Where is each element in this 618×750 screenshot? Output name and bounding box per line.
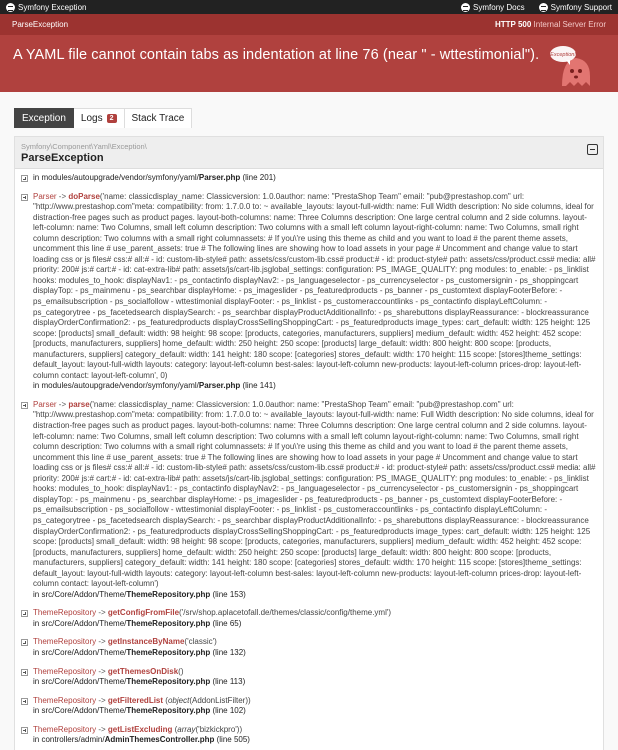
expand-frame-icon[interactable] [21, 698, 28, 705]
file-name: Parser.php [198, 173, 241, 182]
trace-location [33, 173, 597, 184]
line-number: (line 113) [210, 677, 246, 687]
symfony-docs-label: Symfony Docs [473, 2, 525, 12]
expand-frame-icon[interactable] [21, 175, 28, 182]
in-prefix: in [33, 706, 42, 716]
call-argument-type: array [177, 724, 196, 734]
call-function: getListExcluding [107, 724, 173, 734]
brand-label: Symfony Exception [18, 2, 87, 12]
call-function: getConfigFromFile [107, 608, 180, 618]
in-prefix: in [33, 589, 42, 599]
trace-location [33, 735, 597, 746]
trace-location [33, 590, 597, 601]
call-arrow: -> [96, 724, 108, 734]
trace-call [33, 400, 597, 590]
trace-location [33, 381, 597, 392]
file-path: modules/autoupgrade/vendor/symfony/yaml/ [41, 381, 199, 391]
in-prefix: in [33, 647, 42, 657]
symfony-logo-icon [461, 3, 470, 12]
call-class: ThemeRepository [33, 695, 97, 705]
file-name: Parser.php [198, 381, 241, 391]
exception-message: A YAML file cannot contain tabs as indentation at line 76 (near " - wttestimonial"). [13, 47, 540, 63]
tab-logs-label: Logs [80, 113, 103, 124]
tab-bar [14, 108, 618, 128]
tab-exception-label: Exception [22, 113, 66, 124]
call-argument-type: object [167, 695, 190, 705]
expand-frame-icon[interactable] [21, 727, 28, 734]
exception-namespace: Symfony\Component\Yaml\Exception\ [21, 142, 147, 151]
line-number: (line 102) [210, 706, 246, 716]
exception-panel [14, 136, 604, 750]
call-arrow: -> [56, 191, 69, 201]
exception-header [0, 14, 618, 92]
call-function: parse [68, 399, 90, 409]
brand [6, 3, 461, 12]
call-arrow: -> [56, 399, 69, 409]
call-arguments: ('/srv/shop.aplacetofall.de/themes/classic/config/theme.yml') [179, 608, 392, 618]
call-function: getInstanceByName [107, 637, 185, 647]
call-arguments-open: ( [174, 724, 178, 734]
file-path: src/Core/Addon/Theme/ [41, 706, 127, 716]
in-prefix: in [33, 677, 42, 687]
tab-exception[interactable] [14, 108, 74, 128]
call-function: doParse [68, 191, 100, 201]
in-prefix: in [33, 173, 42, 182]
ghost-label: Exception! [550, 52, 576, 58]
file-name: ThemeRepository.php [126, 706, 211, 716]
trace-call [33, 725, 597, 736]
expand-frame-icon[interactable] [21, 669, 28, 676]
trace-call [33, 696, 597, 707]
line-number: (line 505) [214, 735, 250, 745]
call-function: getThemesOnDisk [107, 666, 179, 676]
call-class: ThemeRepository [33, 637, 97, 647]
call-arguments-close: ('bizkickpro')) [195, 724, 243, 734]
exception-short-name: ParseException [12, 20, 69, 29]
trace-frame [21, 637, 597, 658]
in-prefix: in [33, 735, 42, 745]
call-arguments: ('name: classicdisplay_name: Classicversion: 1.0.0author: name: "PrestaShop Team" email: "pub@prestashop.com" url: "http://www.prestashop.com"meta: compatibility: from: 1.7.0.0 to: ~ available_layouts: layout-full-width: name: Full Width description: No side columns, ideal for distraction-free pages such as product pages. layout-both-columns: name: Three Columns description: One large central column and 2 side columns. layout-left-column: name: Two Columns, small left column description: Two columns with a small left column layout-right-column: name: Two Columns, small right column description: Two columns with a small right columnassets: # If you\'re using this theme as child and you want to load # the parent theme assets, uncomment this line # use_parent_assets: true # The following lines are showing how to load assets in your page # Uncomment and change value to start loading css or js files# css:# all:# - id: custom-lib-style# path: assets/css/custom-lib.css# product:# - id: product-style# path: assets/css/product.css# media: all# priority: 200# js:# cart:# - id: cat-extra-lib# path: assets/js/cart-lib.jsglobal_settings: configuration: PS_IMAGE_QUALITY: png modules: to_enable: - ps_linklist hooks: modules_to_hook: displayNav1: - ps_contactinfo displayNav2: - ps_languageselector - ps_currencyselector - ps_customersignin - ps_shoppingcart displayTop: - ps_mainmenu - ps_searchbar displayHome: - ps_imageslider - ps_featuredproducts - ps_banner - ps_customtext displayFooterBefore: - ps_emailsubscription - ps_socialfollow - wttestimonial displayFooter: - ps_linklist - ps_customeraccountlinks - ps_contactinfo displayLeftColumn: - ps_categorytree - ps_facetedsearch displaySearch: - ps_searchbar displayProductAdditionalInfo: - ps_sharebuttons displayReassurance: - blockreassurance displayOrderConfirmation2: - ps_featuredproducts displayCrossSellingShoppingCart: - ps_featuredproducts image_types: cart_default: width: 125 height: 125 scope: [products] small_default: width: 98 height: 98 scope: [products, categories, manufacturers, suppliers] medium_default: width: 452 height: 452 scope: [products, manufacturers, suppliers] home_default: width: 250 height: 250 scope: [products] large_default: width: 800 height: 800 scope: [products, manufacturers, suppliers] category_default: width: 141 height: 180 scope: [categories] stores_default: width: 170 height: 115 scope: [stores]theme_settings: default_layout: layout-full-width layouts: category: layout-left-column best-sales: layout-left-column new-products: layout-left-column prices-drop: layout-left-column contact: layout-left-column', 0) [33, 191, 596, 380]
call-class: Parser [33, 191, 57, 201]
call-arguments: ('name: classicdisplay_name: Classicversion: 1.0.0author: name: "PrestaShop Team" email: "pub@prestashop.com" url: "http://www.prestashop.com"meta: compatibility: from: 1.7.0.0 to: ~ available_layouts: layout-full-width: name: Full Width description: No side columns, ideal for distraction-free pages such as product pages. layout-both-columns: name: Three Columns description: One large central column and 2 side columns. layout-left-column: name: Two Columns, small left column description: Two columns with a small left column layout-right-column: name: Two Columns, small right column description: Two columns with a small right columnassets: # If you\'re using this theme as child and you want to load # the parent theme assets, uncomment this line # use_parent_assets: true # The following lines are showing how to load assets in your page # Uncomment and change value to start loading css or js files# css:# all:# - id: custom-lib-style# path: assets/css/custom-lib.css# product:# - id: product-style# path: assets/css/product.css# media: all# priority: 200# js:# cart:# - id: cat-extra-lib# path: assets/js/cart-lib.jsglobal_settings: configuration: PS_IMAGE_QUALITY: png modules: to_enable: - ps_linklist hooks: modules_to_hook: displayNav1: - ps_contactinfo displayNav2: - ps_languageselector - ps_currencyselector - ps_customersignin - ps_shoppingcart displayTop: - ps_mainmenu - ps_searchbar displayHome: - ps_imageslider - ps_featuredproducts - ps_banner - ps_customtext displayFooterBefore: - ps_emailsubscription - ps_socialfollow - wttestimonial displayFooter: - ps_linklist - ps_customeraccountlinks - ps_contactinfo displayLeftColumn: - ps_categorytree - ps_facetedsearch displaySearch: - ps_searchbar displayProductAdditionalInfo: - ps_sharebuttons displayReassurance: - blockreassurance displayOrderConfirmation2: - ps_featuredproducts displayCrossSellingShoppingCart: - ps_featuredproducts image_types: cart_default: width: 125 height: 125 scope: [products] small_default: width: 98 height: 98 scope: [products, categories, manufacturers, suppliers] medium_default: width: 452 height: 452 scope: [products, manufacturers, suppliers] home_default: width: 250 height: 250 scope: [products] large_default: width: 800 height: 800 scope: [products, manufacturers, suppliers] category_default: width: 141 height: 180 scope: [categories] stores_default: width: 170 height: 115 scope: [stores]theme_settings: default_layout: layout-full-width layouts: category: layout-left-column best-sales: layout-left-column new-products: layout-left-column prices-drop: layout-left-column contact: layout-left-column') [33, 399, 596, 589]
file-name: ThemeRepository.php [126, 618, 211, 628]
trace-call [33, 608, 597, 619]
file-path: controllers/admin/ [41, 735, 105, 745]
call-arrow: -> [96, 695, 108, 705]
trace-call [33, 637, 597, 648]
trace-frame [21, 725, 597, 746]
symfony-logo-icon [539, 3, 548, 12]
trace-frame [21, 400, 597, 600]
call-arguments-close: (AddonListFilter)) [189, 695, 251, 705]
symfony-support-label: Symfony Support [550, 2, 612, 12]
line-number: (line 132) [210, 647, 246, 657]
trace-location [33, 648, 597, 659]
expand-frame-icon[interactable] [21, 194, 28, 201]
collapse-toggle-icon[interactable] [587, 144, 598, 155]
trace-location [33, 706, 597, 717]
expand-frame-icon[interactable] [21, 639, 28, 646]
call-class: ThemeRepository [33, 724, 97, 734]
tab-stack-trace-label: Stack Trace [131, 113, 185, 124]
trace-location [33, 677, 597, 688]
file-name: ThemeRepository.php [126, 647, 211, 657]
trace-frame [21, 667, 597, 688]
call-arrow: -> [96, 637, 108, 647]
trace-call [33, 192, 597, 382]
call-arguments: () [178, 666, 184, 676]
file-path: src/Core/Addon/Theme/ [41, 677, 127, 687]
symfony-logo-icon [6, 3, 15, 12]
status-code: HTTP 500 [494, 20, 532, 29]
trace-call [33, 667, 597, 678]
call-arguments: ('classic') [184, 637, 217, 647]
in-prefix: in [33, 618, 42, 628]
exception-class: ParseException [21, 152, 104, 164]
logs-count-badge: 2 [107, 114, 117, 123]
line-number: (line 201) [240, 173, 276, 182]
trace-frame [21, 608, 597, 629]
file-name: ThemeRepository.php [126, 589, 211, 599]
file-name: ThemeRepository.php [126, 677, 211, 687]
line-number: (line 141) [240, 381, 276, 391]
file-path: src/Core/Addon/Theme/ [41, 647, 127, 657]
call-class: ThemeRepository [33, 666, 97, 676]
expand-frame-icon[interactable] [21, 610, 28, 617]
expand-frame-icon[interactable] [21, 402, 28, 409]
exception-ghost-icon [548, 42, 596, 90]
file-path: src/Core/Addon/Theme/ [41, 589, 127, 599]
in-prefix: in [33, 381, 42, 391]
call-arrow: -> [96, 608, 108, 618]
file-path: modules/autoupgrade/vendor/symfony/yaml/ [41, 173, 199, 182]
tab-logs[interactable] [74, 108, 125, 128]
call-class: ThemeRepository [33, 608, 97, 618]
line-number: (line 153) [210, 589, 246, 599]
status-text: Internal Server Error [533, 20, 606, 29]
call-arrow: -> [96, 666, 108, 676]
line-number: (line 65) [210, 618, 242, 628]
file-name: AdminThemesController.php [104, 735, 215, 745]
top-bar [0, 0, 618, 14]
file-path: src/Core/Addon/Theme/ [41, 618, 127, 628]
call-function: getFilteredList [107, 695, 164, 705]
trace-frame [21, 173, 597, 184]
trace-frame [21, 192, 597, 392]
symfony-docs-link[interactable] [461, 3, 525, 12]
tab-stack-trace[interactable] [125, 108, 193, 128]
exception-panel-header [15, 137, 603, 169]
call-arguments-open: ( [165, 695, 168, 705]
stack-trace [15, 169, 603, 746]
trace-frame [21, 696, 597, 717]
trace-location [33, 619, 597, 630]
http-status [495, 20, 606, 29]
symfony-support-link[interactable] [539, 3, 612, 12]
call-class: Parser [33, 399, 57, 409]
